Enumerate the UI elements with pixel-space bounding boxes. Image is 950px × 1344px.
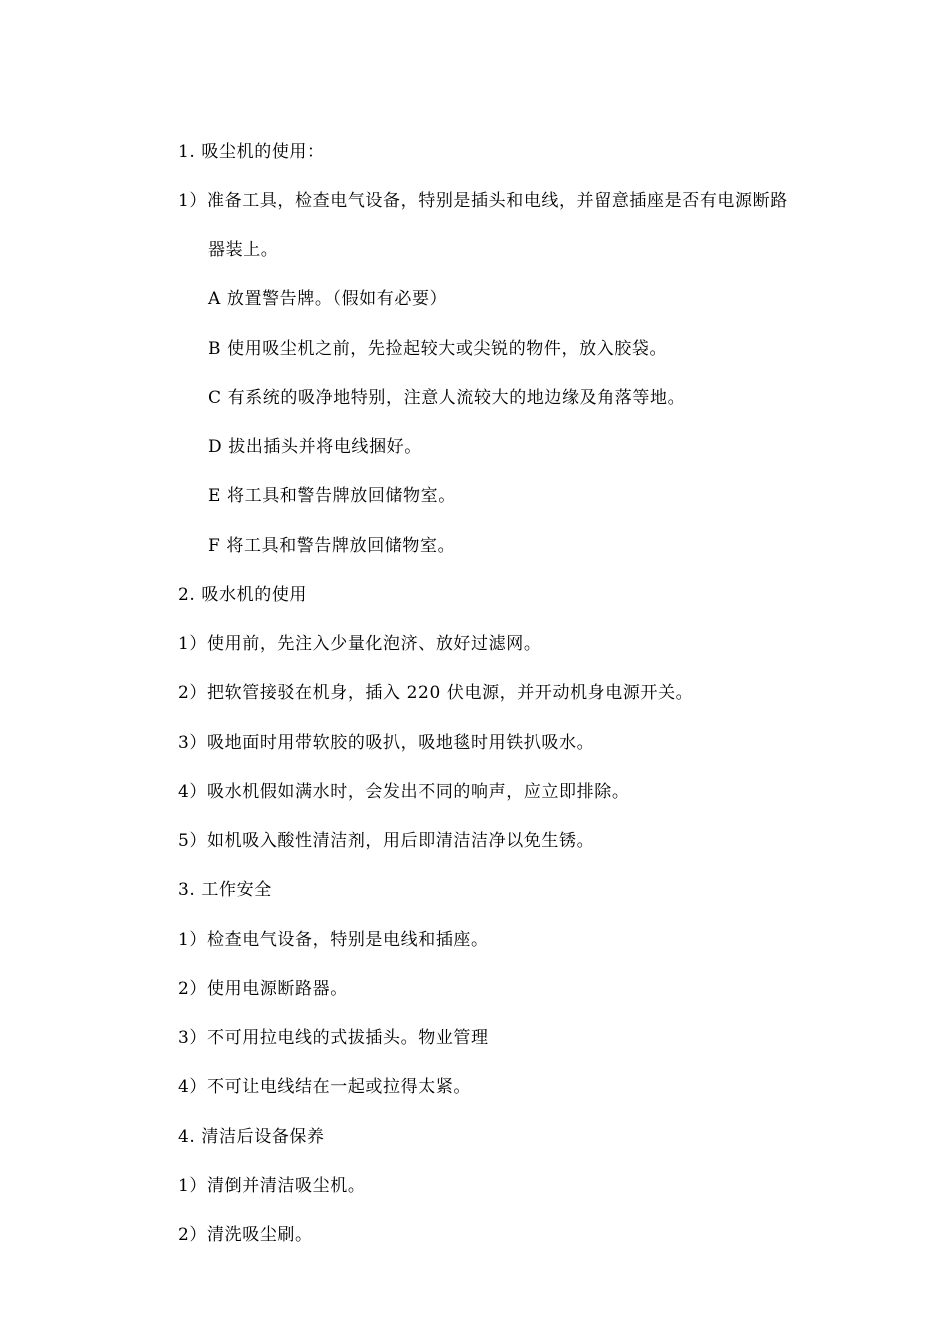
section-1-heading: 1. 吸尘机的使用： (178, 142, 325, 162)
section-2-item-2: 2）把软管接驳在机身，插入 220 伏电源，并开动机身电源开关。 (178, 683, 694, 703)
section-4-item-1: 1）清倒并清洁吸尘机。 (178, 1176, 366, 1196)
section-3-item-2: 2）使用电源断路器。 (178, 979, 348, 999)
section-4-item-2: 2）清洗吸尘刷。 (178, 1225, 313, 1245)
section-2-item-1: 1）使用前，先注入少量化泡济、放好过滤网。 (178, 634, 542, 654)
section-1-sub-d: D 拔出插头并将电线捆好。 (208, 437, 422, 457)
section-3-item-3: 3）不可用拉电线的式拔插头。物业管理 (178, 1028, 489, 1048)
section-1-item-1-continued: 器装上。 (208, 240, 279, 260)
section-1-sub-c: C 有系统的吸净地特别，注意人流较大的地边缘及角落等地。 (208, 388, 686, 408)
section-1-sub-f: F 将工具和警告牌放回储物室。 (208, 536, 456, 556)
section-4-heading: 4. 清洁后设备保养 (178, 1127, 325, 1147)
section-2-heading: 2. 吸水机的使用 (178, 585, 308, 605)
section-1-sub-e: E 将工具和警告牌放回储物室。 (208, 486, 456, 506)
section-2-item-4: 4）吸水机假如满水时，会发出不同的响声，应立即排除。 (178, 782, 630, 802)
section-2-item-3: 3）吸地面时用带软胶的吸扒，吸地毯时用铁扒吸水。 (178, 733, 595, 753)
section-3-item-1: 1）检查电气设备，特别是电线和插座。 (178, 930, 489, 950)
section-1-item-1: 1）准备工具，检查电气设备，特别是插头和电线，并留意插座是否有电源断路 (178, 191, 788, 211)
section-3-heading: 3. 工作安全 (178, 880, 272, 900)
section-1-sub-b: B 使用吸尘机之前，先捡起较大或尖锐的物件，放入胶袋。 (208, 339, 668, 359)
section-1-sub-a: A 放置警告牌。（假如有必要） (208, 289, 448, 309)
section-3-item-4: 4）不可让电线结在一起或拉得太紧。 (178, 1077, 472, 1097)
section-2-item-5: 5）如机吸入酸性清洁剂，用后即清洁洁净以免生锈。 (178, 831, 595, 851)
